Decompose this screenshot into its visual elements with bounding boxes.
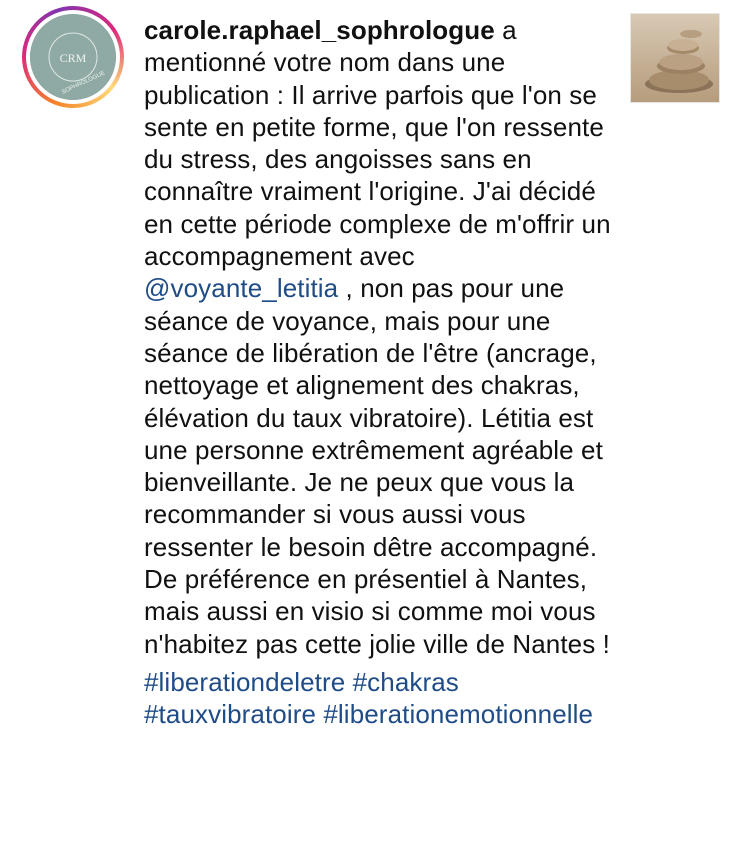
avatar-story-ring[interactable] [22, 6, 124, 108]
mention-link[interactable]: @voyante_letitia [144, 273, 339, 304]
avatar-border [26, 10, 120, 104]
sophrologue-logo-icon [30, 14, 116, 100]
username-link[interactable]: carole.raphael_sophrologue [144, 15, 495, 45]
hashtag-link[interactable]: #liberationdeletre [144, 666, 346, 697]
hashtag-link[interactable]: #chakras [352, 666, 459, 697]
notification-body-continued: , non pas pour une séance de voyance, mais pour une séance de libération de l'être (ancrage, nettoyage et alignement des chakras, élévation du taux vibratoire). Létitia est une personne extrêmement agréable et bienveillante. Je ne peux que vous la recommander si vous aussi vous ressenter le besoin dêtre accompagné. De préférence en présentiel à Nantes, mais aussi en visio si comme moi vous n'habitez pas cette jolie ville de Nantes ! [144, 273, 610, 659]
avatar[interactable] [30, 14, 116, 100]
notification-text [144, 14, 614, 731]
avatar-monogram: CRM [59, 51, 87, 65]
hashtag-link[interactable]: #liberationemotionnelle [323, 699, 594, 730]
avatar-caption: SOPHROLOGUE [61, 70, 107, 96]
hashtag-list [144, 666, 614, 731]
hashtag-link[interactable]: #tauxvibratoire [144, 699, 317, 730]
stacked-stones-photo-icon [631, 14, 719, 102]
post-thumbnail[interactable] [630, 13, 720, 103]
notification-body: a mentionné votre nom dans une publication : Il arrive parfois que l'on se sente en petite forme, que l'on ressente du stress, des angoisses sans en connaître vraiment l'origine. J'ai décidé en cette période complexe de m'offrir un accompagnement avec [144, 15, 611, 272]
